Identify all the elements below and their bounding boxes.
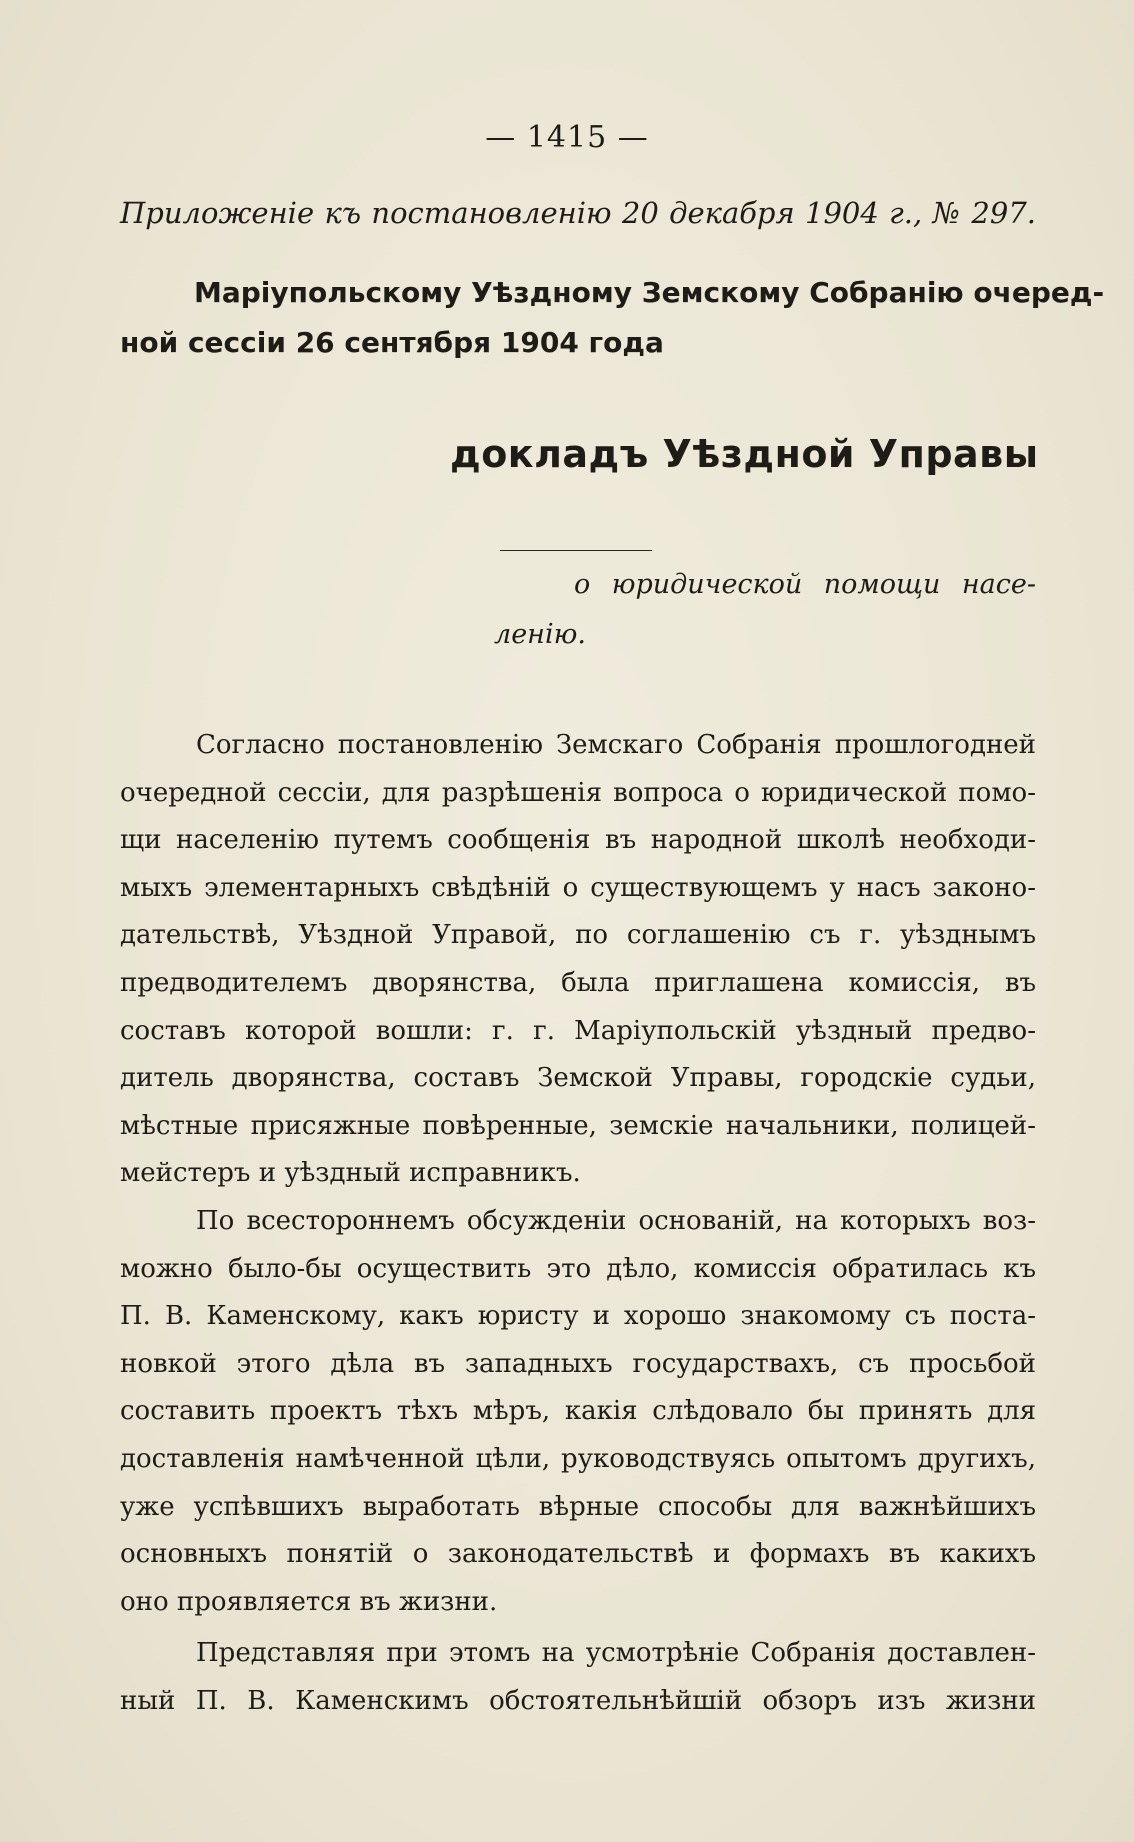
text-line: очередной сессіи, для разрѣшенія вопроса о юридической помо- <box>120 777 1036 808</box>
addressee-heading <box>120 268 1105 368</box>
paragraph-2 <box>120 1198 1036 1626</box>
text-line: оно проявляется въ жизни. <box>120 1586 498 1617</box>
report-title: докладъ Уѣздной Управы <box>450 432 1039 476</box>
text-line: мыхъ элементарныхъ свѣдѣній о существующемъ у насъ законо- <box>120 872 1036 903</box>
text-line: уже успѣвшихъ выработать вѣрные способы для важнѣйшихъ <box>120 1491 1036 1522</box>
text-line: дитель дворянства, составъ Земской Управы, городскіе судьи, <box>120 1063 1036 1094</box>
text-line: можно было-бы осуществить это дѣло, комиссія обратилась къ <box>120 1253 1036 1284</box>
text-line: предводителемъ дворянства, была приглашена комиссія, въ <box>120 967 1036 998</box>
text-line: мейстеръ и уѣздный исправникъ. <box>120 1158 581 1189</box>
subject-line-1: о юридической помощи насе- <box>574 569 1036 600</box>
text-line: мѣстные присяжные повѣренные, земскіе начальники, полицей- <box>120 1110 1036 1141</box>
appendix-reference: Приложеніе къ постановленію 20 декабря 1904 г., № 297. <box>120 196 1036 230</box>
subject-line-2: ленію. <box>494 619 586 650</box>
text-line: доставленія намѣченной цѣли, руководствуясь опытомъ другихъ, <box>120 1443 1036 1474</box>
text-line: ный П. В. Каменскимъ обстоятельнѣйшій обзоръ изъ жизни <box>120 1685 1036 1716</box>
page-number: — 1415 — <box>485 120 649 155</box>
addressee-line-2: ной сессіи 26 сентября 1904 года <box>120 326 664 359</box>
paragraph-1 <box>120 722 1036 1198</box>
text-line: Согласно постановленію Земскаго Собранія прошлогодней <box>196 730 1036 760</box>
text-line: П. В. Каменскому, какъ юристу и хорошо знакомому съ поста- <box>120 1301 1036 1332</box>
addressee-line-1: Маріупольскому Уѣздному Земскому Собранію очеред- <box>194 276 1105 309</box>
text-line: Представляя при этомъ на усмотрѣніе Собранія доставлен- <box>196 1638 1036 1669</box>
paragraph-3 <box>120 1630 1036 1725</box>
report-subject <box>120 560 1036 660</box>
text-line: По всестороннемъ обсужденіи основаній, на которыхъ воз- <box>196 1205 1036 1236</box>
body-text <box>120 722 1036 1725</box>
text-line: составить проектъ тѣхъ мѣръ, какія слѣдовало бы принять для <box>120 1396 1036 1427</box>
text-line: щи населенію путемъ сообщенія въ народной школѣ необходи- <box>120 825 1036 856</box>
text-line: дательствѣ, Уѣздной Управой, по соглашенію съ г. уѣзднымъ <box>120 920 1036 951</box>
text-line: новкой этого дѣла въ западныхъ государствахъ, съ просьбой <box>120 1348 1036 1379</box>
text-line: основныхъ понятій о законодательствѣ и формахъ въ какихъ <box>120 1539 1036 1570</box>
title-divider <box>500 550 652 551</box>
text-line: составъ которой вошли: г. г. Маріупольскій уѣздный предво- <box>120 1015 1036 1046</box>
